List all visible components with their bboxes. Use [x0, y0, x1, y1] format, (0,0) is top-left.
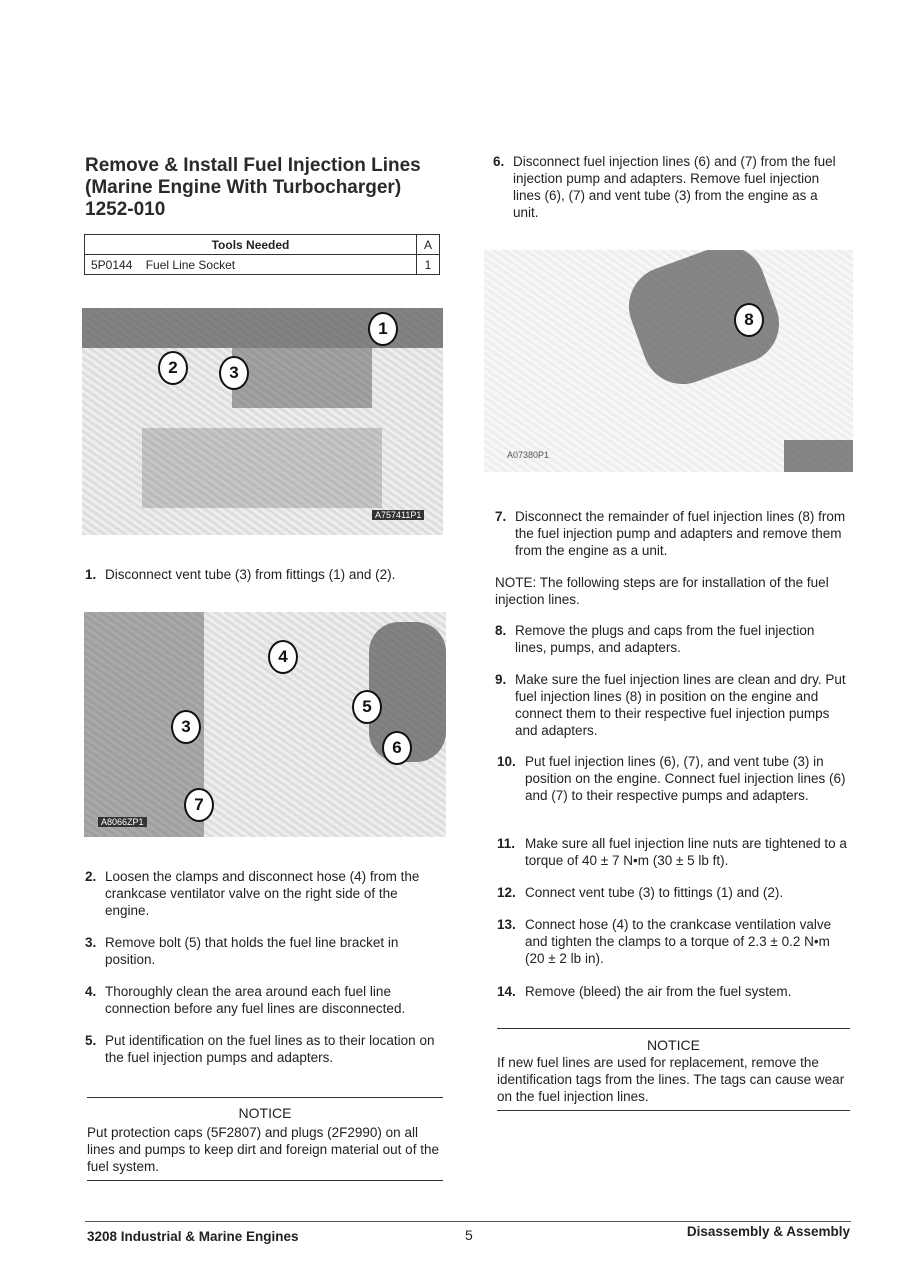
engine-photo-2 [84, 612, 446, 837]
step-text: Loosen the clamps and disconnect hose (4) from the crankcase ventilator valve on the right side of the engine. [105, 869, 420, 918]
notice-text: Put protection caps (5F2807) and plugs (2F2990) on all lines and pumps to keep dirt and foreign material out of the fuel system. [87, 1125, 439, 1174]
step-text: Put identification on the fuel lines as to their location on the fuel injection pumps and adapters. [105, 1033, 435, 1065]
step-text: Connect hose (4) to the crankcase ventilation valve and tighten the clamps to a torque of 2.3 ± 0.2 N•m (20 ± 2 lb in). [525, 917, 832, 966]
callout-2: 2 [158, 351, 188, 385]
title-line: (Marine Engine With Turbocharger) [85, 177, 402, 198]
step-number: 12. [497, 885, 516, 900]
callout-4: 4 [268, 640, 298, 674]
step-number: 7. [495, 509, 507, 524]
step-text: Disconnect vent tube (3) from fittings (1) and (2). [105, 567, 396, 582]
step-text: Remove (bleed) the air from the fuel system. [525, 984, 792, 999]
step-5 [85, 1032, 445, 1066]
photo-tag: A757411P1 [372, 510, 424, 520]
callout-7: 7 [184, 788, 214, 822]
tool-name: Fuel Line Socket [145, 257, 236, 272]
note-label: NOTE: [495, 575, 537, 590]
tool-qty: 1 [417, 255, 440, 275]
step-14 [497, 983, 850, 1000]
step-11 [497, 835, 850, 869]
step-6 [493, 153, 838, 221]
step-text: Disconnect the remainder of fuel injection lines (8) from the fuel injection pump and adapters and remove them from the engine as a unit. [515, 509, 846, 558]
step-4 [85, 983, 440, 1017]
step-number: 6. [493, 154, 505, 169]
callout-5: 5 [352, 690, 382, 724]
step-number: 14. [497, 984, 516, 999]
step-7 [495, 508, 850, 559]
step-text: Thoroughly clean the area around each fuel line connection before any fuel lines are disconnected. [105, 984, 406, 1016]
step-text: Connect vent tube (3) to fittings (1) and (2). [525, 885, 784, 900]
step-number: 5. [85, 1033, 97, 1048]
step-1 [85, 566, 445, 583]
divider [497, 1028, 850, 1029]
step-text: Make sure the fuel injection lines are clean and dry. Put fuel injection lines (8) in position on the engine and connect them to their respective fuel injection pumps and adapters. [515, 672, 846, 738]
step-text: Put fuel injection lines (6), (7), and vent tube (3) in position on the engine. Connect fuel injection lines (6) and (7) to their respective pumps and adapters. [525, 754, 846, 803]
step-number: 3. [85, 935, 97, 950]
footer-rule [85, 1221, 851, 1222]
step-13 [497, 916, 845, 967]
step-10 [497, 753, 850, 804]
step-3 [85, 934, 435, 968]
photo-tag: A07380P1 [507, 450, 550, 460]
step-text: Remove bolt (5) that holds the fuel line bracket in position. [105, 935, 399, 967]
step-number: 11. [497, 836, 516, 851]
step-12 [497, 884, 850, 901]
step-2 [85, 868, 435, 919]
step-text: Make sure all fuel injection line nuts are tightened to a torque of 40 ± 7 N•m (30 ± 5 lb ft). [525, 836, 847, 868]
divider [87, 1180, 443, 1181]
section-title [85, 155, 465, 221]
divider [87, 1097, 443, 1098]
footer-section: Disassembly & Assembly [686, 1224, 850, 1239]
tools-header: Tools Needed [85, 235, 417, 255]
title-line: Remove & Install Fuel Injection Lines [85, 155, 421, 176]
step-number: 1. [85, 567, 97, 582]
engine-photo-1 [82, 308, 443, 535]
step-text: Disconnect fuel injection lines (6) and (7) from the fuel injection pump and adapters. Remove fuel injection lines (6), (7) and vent tube (3) from the engine as a unit. [513, 154, 836, 220]
tools-col-a: A [417, 235, 440, 255]
step-number: 8. [495, 623, 507, 638]
step-number: 4. [85, 984, 97, 999]
photo-tag: A8066ZP1 [98, 817, 147, 827]
divider [497, 1110, 850, 1111]
note [495, 574, 835, 608]
step-number: 2. [85, 869, 97, 884]
step-9 [495, 671, 850, 739]
callout-3: 3 [219, 356, 249, 390]
table-row [85, 255, 440, 275]
tool-part: 5P0144 [91, 257, 133, 272]
callout-1: 1 [368, 312, 398, 346]
step-number: 9. [495, 672, 507, 687]
step-text: Remove the plugs and caps from the fuel injection lines, pumps, and adapters. [515, 623, 815, 655]
page-number: 5 [465, 1227, 473, 1243]
step-number: 13. [497, 917, 516, 932]
note-text: The following steps are for installation of the fuel injection lines. [495, 575, 829, 607]
step-number: 10. [497, 754, 516, 769]
engine-photo-3 [484, 250, 853, 472]
notice-heading: NOTICE [647, 1037, 700, 1053]
footer-title: 3208 Industrial & Marine Engines [87, 1229, 299, 1244]
step-8 [495, 622, 845, 656]
notice-heading: NOTICE [238, 1105, 292, 1121]
notice-text: If new fuel lines are used for replacement, remove the identification tags from the lines. The tags can cause wear on the fuel injection lines. [497, 1055, 845, 1104]
title-line: 1252-010 [85, 199, 166, 220]
callout-6: 6 [382, 731, 412, 765]
callout-8: 8 [734, 303, 764, 337]
tools-table [84, 234, 440, 275]
callout-3: 3 [171, 710, 201, 744]
